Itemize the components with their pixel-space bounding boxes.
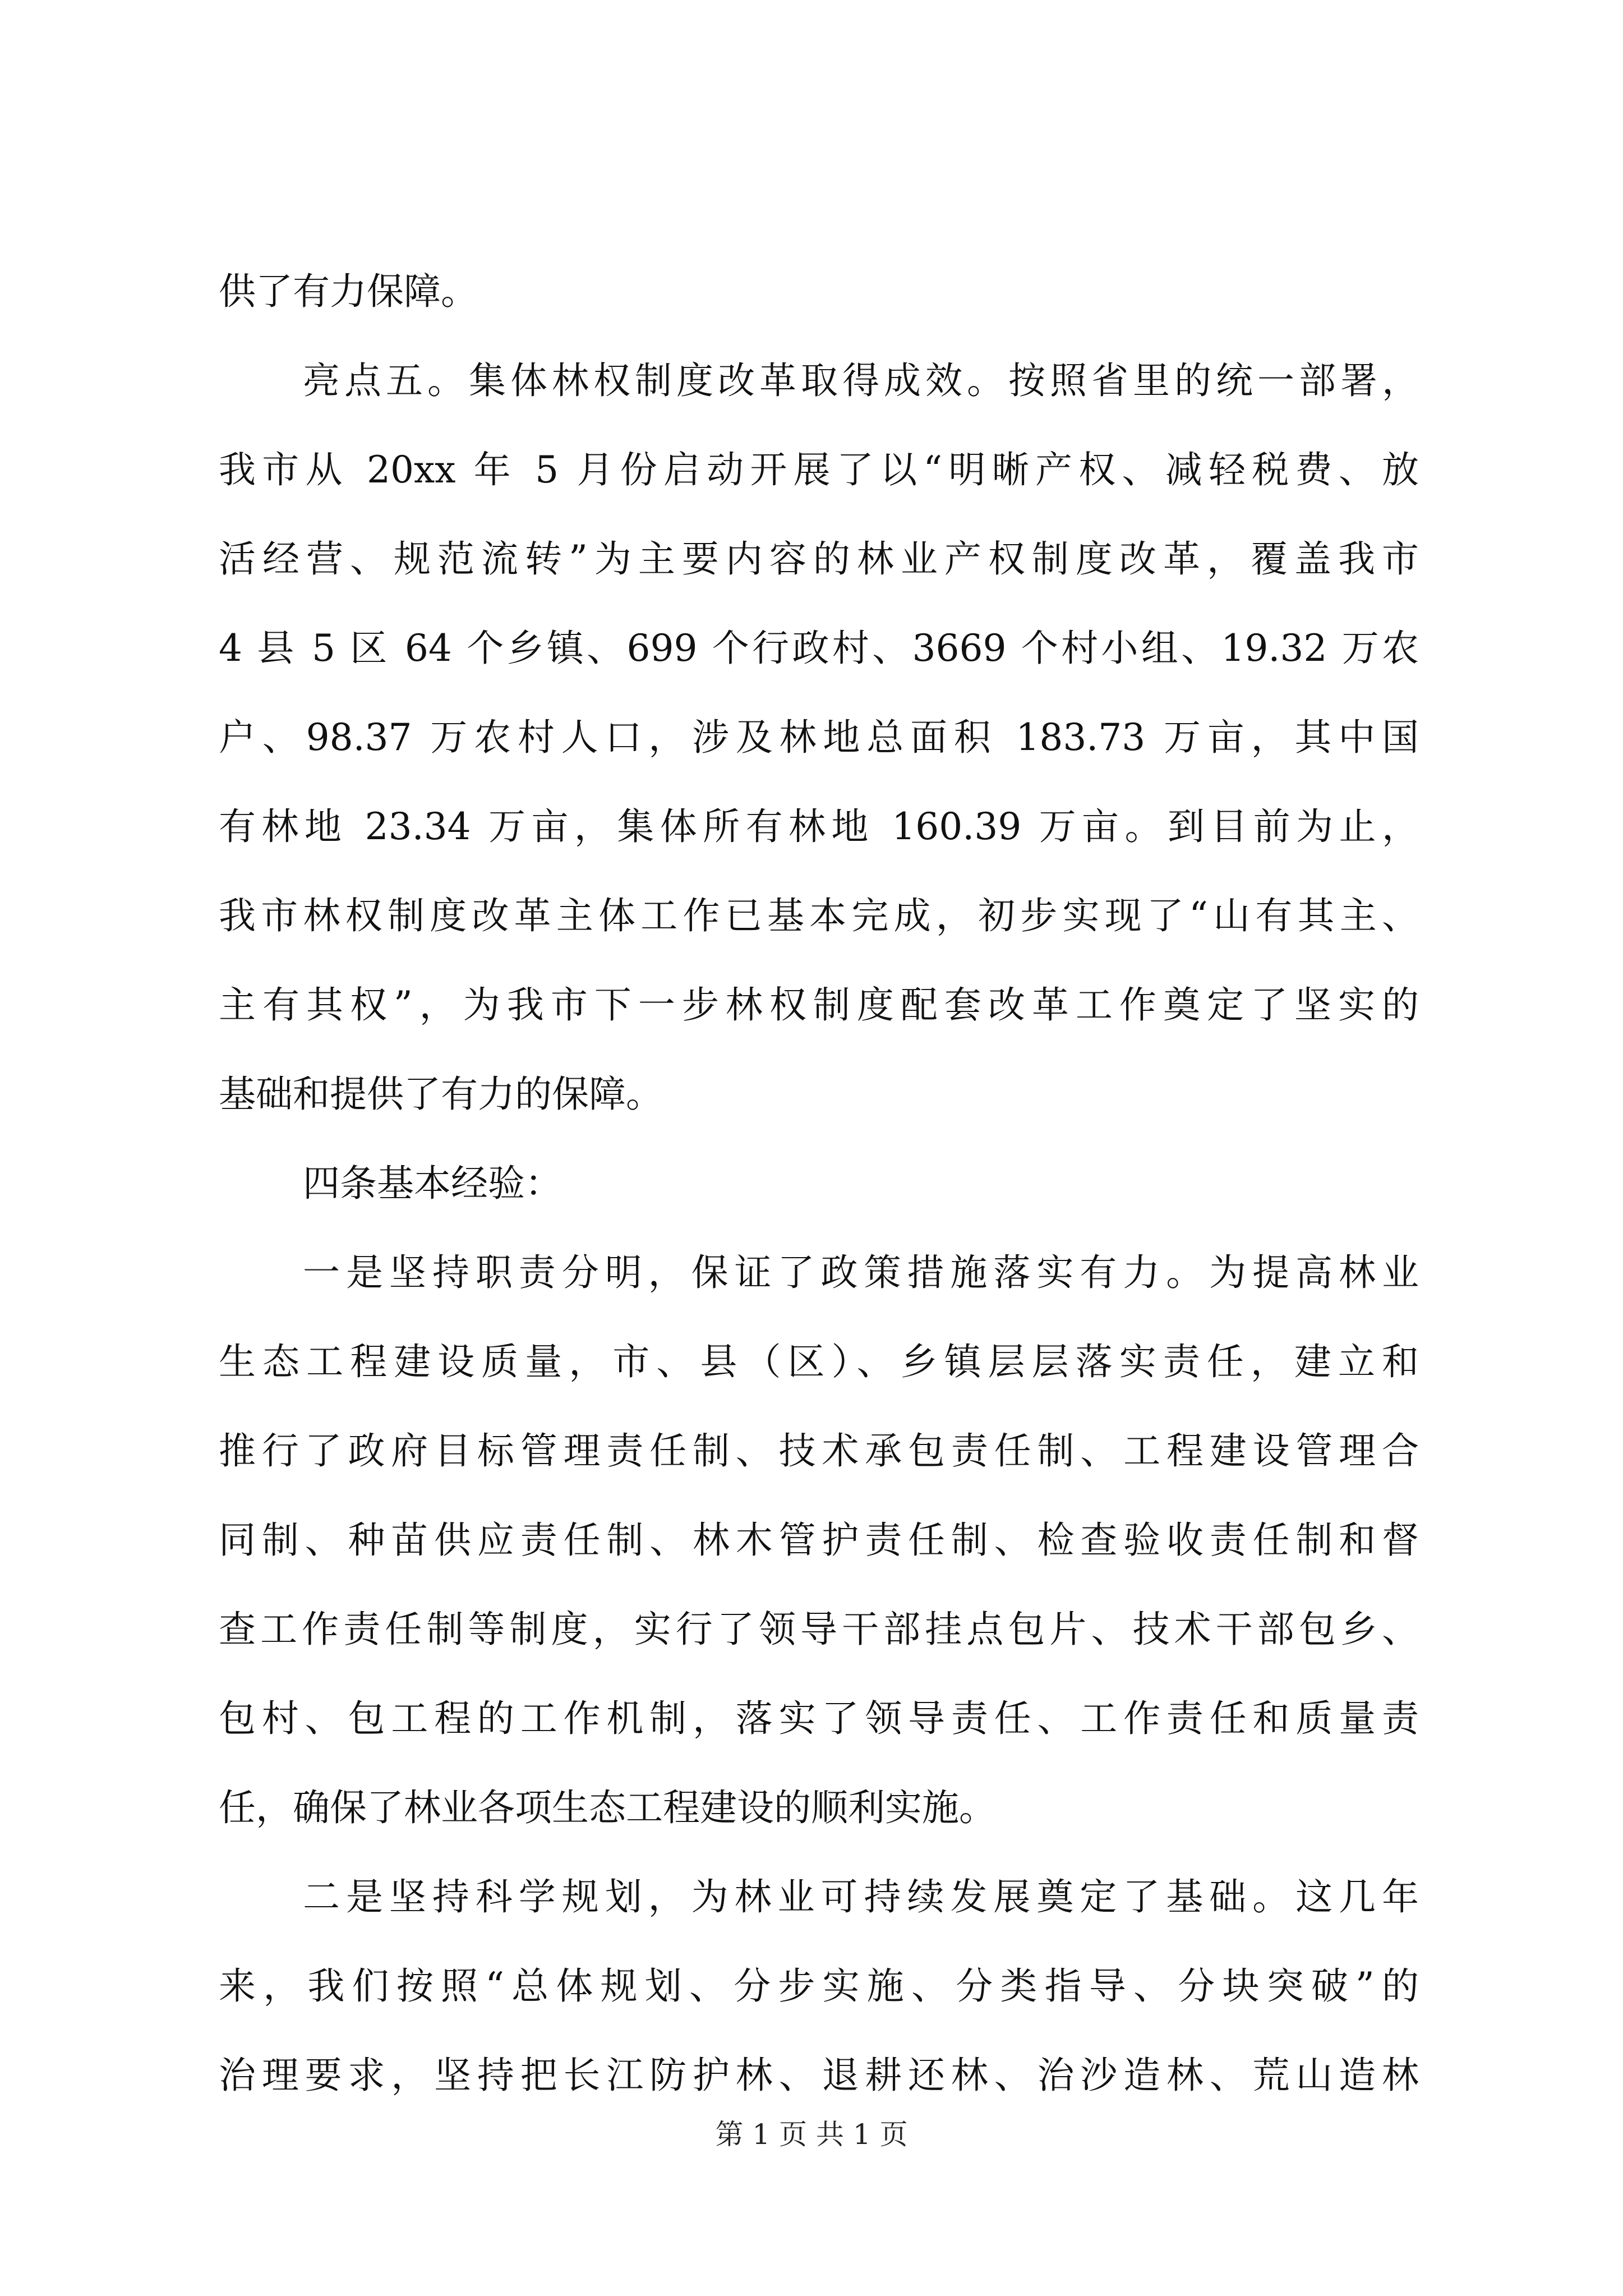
text-line: 包村、包工程的工作机制，落实了领导责任、工作责任和质量责	[219, 1697, 1419, 1740]
text-line: 基础和提供了有力的保障。	[219, 1073, 663, 1116]
page-footer: 第 1 页 共 1 页	[715, 2118, 908, 2151]
text-line: 供了有力保障。	[219, 270, 478, 313]
text-line: 活经营、规范流转”为主要内容的林业产权制度改革，覆盖我市	[219, 537, 1419, 581]
text-line: 我市林权制度改革主体工作已基本完成，初步实现了“山有其主、	[219, 894, 1419, 937]
text-line: 推行了政府目标管理责任制、技术承包责任制、工程建设管理合	[219, 1429, 1419, 1473]
text-line: 一是坚持职责分明，保证了政策措施落实有力。为提高林业	[303, 1251, 1419, 1294]
text-line: 同制、种苗供应责任制、林木管护责任制、检查验收责任制和督	[219, 1519, 1419, 1562]
text-line: 有林地 23.34 万亩，集体所有林地 160.39 万亩。到目前为止，	[219, 805, 1419, 848]
text-line: 主有其权”，为我市下一步林权制度配套改革工作奠定了坚实的	[219, 983, 1419, 1027]
text-line: 户、98.37 万农村人口，涉及林地总面积 183.73 万亩，其中国	[219, 716, 1419, 759]
text-line: 治理要求，坚持把长江防护林、退耕还林、治沙造林、荒山造林	[219, 2054, 1419, 2097]
text-line: 生态工程建设质量，市、县（区）、乡镇层层落实责任，建立和	[219, 1340, 1419, 1383]
text-line: 任，确保了林业各项生态工程建设的顺利实施。	[219, 1786, 996, 1829]
text-line: 查工作责任制等制度，实行了领导干部挂点包片、技术干部包乡、	[219, 1608, 1419, 1651]
text-line: 来，我们按照“总体规划、分步实施、分类指导、分块突破”的	[219, 1964, 1419, 2008]
text-line: 四条基本经验：	[303, 1162, 562, 1205]
body-text	[219, 247, 1419, 2120]
text-line: 我市从 20xx 年 5 月份启动开展了以“明晰产权、减轻税费、放	[219, 448, 1419, 491]
text-line: 二是坚持科学规划，为林业可持续发展奠定了基础。这几年	[303, 1875, 1419, 1918]
text-line: 亮点五。集体林权制度改革取得成效。按照省里的统一部署，	[303, 359, 1419, 402]
text-line: 4 县 5 区 64 个乡镇、699 个行政村、3669 个村小组、19.32 万农	[219, 627, 1419, 670]
